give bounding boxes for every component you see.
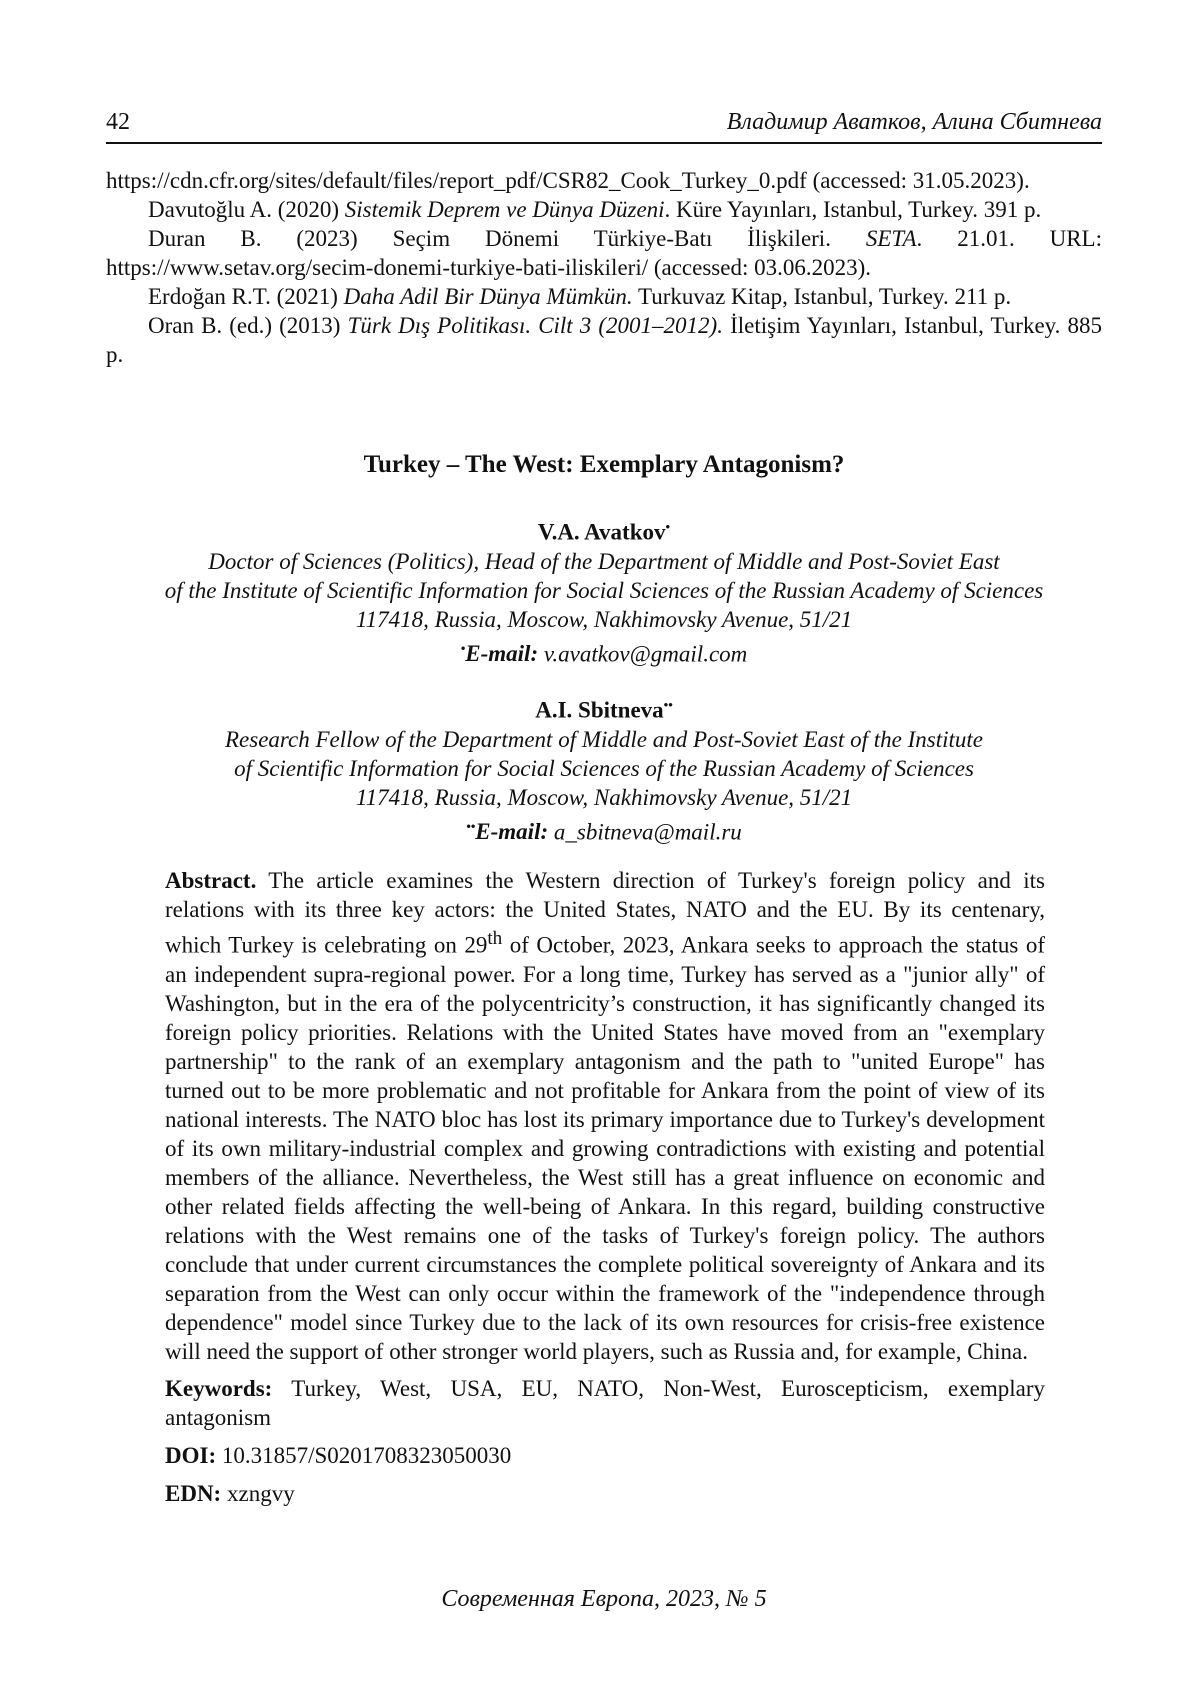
abstract-text: The article examines the Western direction of Turkey's foreign policy and its relations with its three key actors: the United States, NATO and the EU. By its centenary, which Turkey is celebrating on 29 — [165, 868, 1045, 958]
author-block — [106, 512, 1102, 668]
ordinal-suffix: th — [487, 928, 503, 949]
reference-item — [106, 311, 1102, 369]
author-name-text: A.I. Sbitneva — [535, 697, 664, 723]
keywords-text: Turkey, West, USA, EU, NATO, Non-West, Euroscepticism, exemplary antagonism — [165, 1375, 1045, 1430]
header-rule — [106, 142, 1102, 144]
abstract-text: of October, 2023, Ankara seeks to approach the status of an independent supra-regional power. For a long time, Turkey has served as a "junior ally" of Washington, but in the era of the polycentricity’s construction, it has significantly changed its foreign policy priorities. Relations with the United States have moved from an "exemplary partnership" to the rank of an exemplary antagonism and the path to "united Europe" has turned out to be more problematic and not profitable for Ankara from the point of view of its national interests. The NATO bloc has lost its primary importance due to Turkey's development of its own military-industrial complex and growing contradictions with existing and potential members of the alliance. Nevertheless, the West still has a great influence on economic and other related fields affecting the well-being of Ankara. In this regard, building constructive relations with the West remains one of the tasks of Turkey's foreign policy. The authors conclude that under current circumstances the complete political sovereignty of Ankara and its separation from the West can only occur within the framework of the "independence through dependence" model since Turkey due to the lack of its own resources for crisis-free existence will need the support of other stronger world players, such as Russia and, for example, China. — [165, 932, 1045, 1364]
reference-title: SETA — [865, 226, 917, 251]
reference-text: İletişim Yayınları, Istanbul, Turkey. 885 p. — [106, 313, 1103, 367]
reference-item — [106, 166, 1102, 195]
reference-item — [106, 224, 1102, 282]
author-name — [106, 512, 1102, 547]
footnote-mark: •• — [663, 697, 673, 712]
footnote-mark: • — [460, 640, 466, 656]
author-affiliation: Research Fellow of the Department of Middle and Post-Soviet East of the Institute — [224, 726, 983, 752]
author-email-line — [106, 634, 1102, 669]
reference-title: Daha Adil Bir Dünya Mümkün. — [343, 284, 633, 309]
author-email[interactable]: a_sbitneva@mail.ru — [553, 819, 742, 845]
author-block — [106, 690, 1102, 846]
author-affiliation: of Scientific Information for Social Sciences of the Russian Academy of Sciences — [234, 755, 974, 781]
edn-label: EDN: — [165, 1480, 222, 1506]
reference-item — [106, 195, 1102, 224]
doi-value: 10.31857/S0201708323050030 — [216, 1442, 512, 1468]
author-affiliation: of the Institute of Scientific Information for Social Sciences of the Russian Academy of Sciences — [164, 577, 1044, 603]
reference-text: . Küre Yayınları, Istanbul, Turkey. 391 p. — [664, 197, 1042, 222]
reference-url-continuation: https://cdn.cfr.org/sites/default/files/report_pdf/CSR82_Cook_Turkey_0.pdf (accessed: 31.05.2023). — [106, 168, 1030, 193]
page-number: 42 — [106, 109, 130, 135]
reference-title: Türk Dış Politikası. Cilt 3 (2001–2012). — [347, 313, 723, 338]
author-affiliation: Doctor of Sciences (Politics), Head of the Department of Middle and Post-Soviet East — [208, 548, 1000, 574]
running-header — [106, 104, 1102, 140]
author-email-line — [106, 812, 1102, 847]
abstract-paragraph — [165, 866, 1045, 1366]
reference-text: Erdoğan R.T. (2021) — [148, 284, 344, 309]
reference-text: Davutoğlu A. (2020) — [148, 197, 345, 222]
abstract-section — [165, 866, 1045, 1508]
author-address: 117418, Russia, Moscow, Nakhimovsky Avenue, 51/21 — [355, 784, 853, 810]
author-name-text: V.A. Avatkov — [537, 519, 666, 545]
keywords-label: Keywords: — [165, 1375, 273, 1401]
author-name — [106, 690, 1102, 725]
doi-label: DOI: — [165, 1442, 217, 1468]
edn-line — [165, 1479, 1045, 1508]
abstract-label: Abstract. — [165, 868, 257, 893]
reference-text: Duran B. (2023) Seçim Dönemi Türkiye-Batı İlişkileri. — [148, 226, 866, 251]
email-label: E-mail: — [465, 641, 539, 667]
author-address: 117418, Russia, Moscow, Nakhimovsky Avenue, 51/21 — [355, 606, 853, 632]
journal-footer: Современная Европа, 2023, № 5 — [441, 1586, 767, 1612]
author-email[interactable]: v.avatkov@gmail.com — [543, 641, 748, 667]
footnote-mark: • — [665, 519, 671, 534]
running-authors: Владимир Аватков, Алина Сбитнева — [726, 109, 1102, 135]
doi-line — [165, 1441, 1045, 1470]
keywords-line — [165, 1374, 1045, 1432]
reference-text: Oran B. (ed.) (2013) — [148, 313, 348, 338]
reference-text: Turkuvaz Kitap, Istanbul, Turkey. 211 p. — [632, 284, 1012, 309]
email-label: E-mail: — [475, 819, 549, 845]
edn-value: xzngvy — [221, 1480, 295, 1506]
article-title: Turkey – The West: Exemplary Antagonism? — [363, 451, 845, 478]
reference-text: . 21.01. URL: https://www.setav.org/secim-donemi-turkiye-bati-iliskileri/ (accessed: 03.06.2023). — [106, 226, 1102, 280]
reference-item — [106, 282, 1102, 311]
reference-list — [106, 166, 1102, 369]
footnote-mark: •• — [466, 818, 476, 834]
reference-title: Sistemik Deprem ve Dünya Düzeni — [344, 197, 665, 222]
